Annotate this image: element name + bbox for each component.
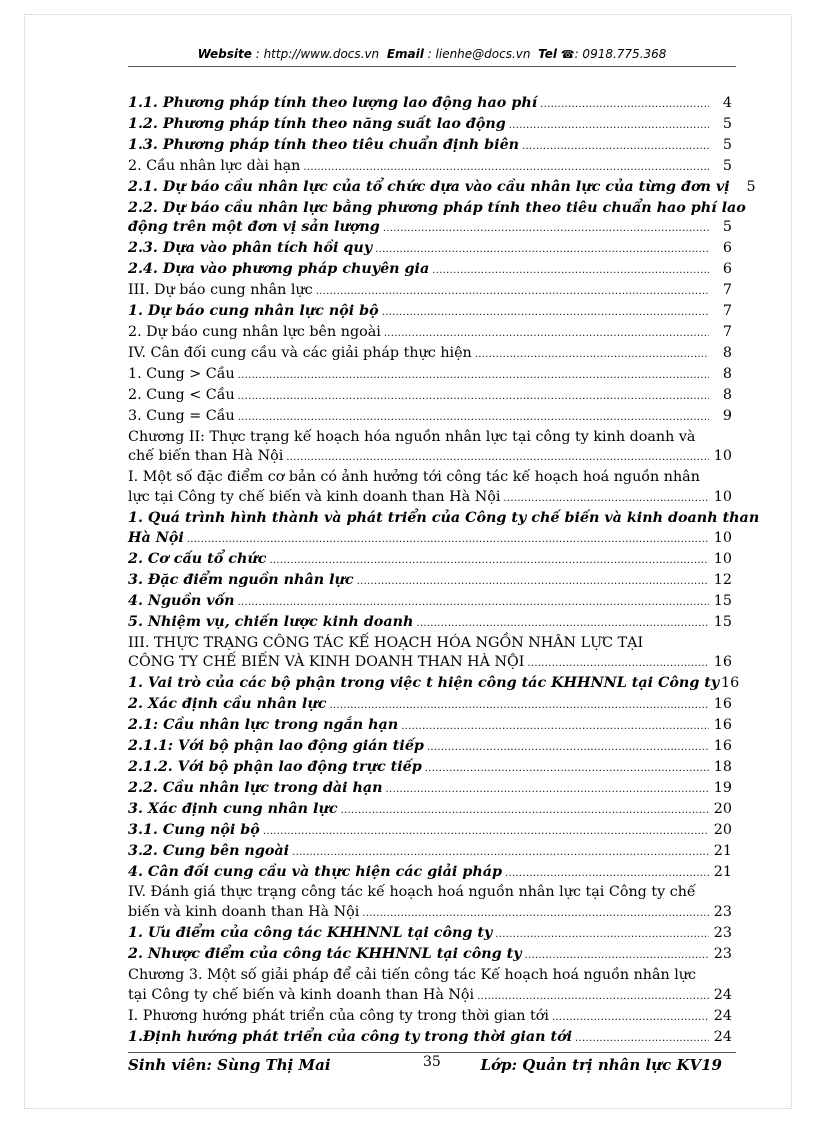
toc-entry-page: 15	[713, 592, 732, 609]
toc-entry-title: I. Một số đặc điểm cơ bản có ảnh hưởng tới công tác kế hoạch hoá nguồn nhân	[128, 469, 700, 486]
toc-entry-page: 10	[713, 550, 732, 567]
toc-entry	[128, 779, 732, 800]
toc-leader	[357, 572, 709, 592]
toc-entry-page: 5	[722, 115, 732, 132]
toc-leader	[362, 904, 709, 924]
toc-entry-title: 5. Nhiệm vụ, chiến lược kinh doanh	[128, 613, 414, 630]
toc-leader	[303, 158, 709, 178]
toc-leader	[540, 95, 709, 115]
toc-leader	[384, 324, 709, 344]
toc-entry-title: 1.1. Phương pháp tính theo lượng lao động hao phí	[128, 95, 538, 111]
toc-entry	[128, 800, 732, 821]
toc-leader	[477, 987, 709, 1007]
footer-rule	[128, 1052, 736, 1053]
toc-entry-title: III. Dự báo cung nhân lực	[128, 282, 313, 299]
toc-entry-page: 8	[722, 344, 732, 361]
toc-entry	[128, 737, 732, 758]
toc-entry-page: 7	[722, 303, 732, 320]
toc-leader	[238, 366, 709, 386]
toc-entry-title: IV. Cân đối cung cầu và các giải pháp thực hiện	[128, 344, 472, 361]
toc-leader	[286, 448, 709, 468]
toc-entry-page: 9	[722, 407, 732, 424]
toc-leader	[382, 303, 709, 323]
toc-leader	[509, 116, 709, 136]
toc-entry-title: 4. Nguồn vốn	[128, 592, 235, 609]
toc-entry-title: Chương II: Thực trạng kế hoạch hóa nguồn nhân lực tại công ty kinh doanh và	[128, 428, 696, 445]
toc-entry-title: 3. Đặc điểm nguồn nhân lực	[128, 571, 354, 588]
toc-entry	[128, 1028, 732, 1049]
toc-entry	[128, 199, 746, 240]
toc-entry	[128, 758, 732, 779]
toc-entry	[128, 550, 732, 571]
toc-entry-title: I. Phương hướng phát triển của công ty trong thời gian tới	[128, 1007, 549, 1024]
toc-entry-title: 3. Cung = Cầu	[128, 407, 235, 424]
toc-leader	[269, 551, 709, 571]
toc-entry	[128, 281, 732, 302]
toc-entry	[128, 157, 732, 178]
toc-entry-page: 24	[713, 1028, 732, 1045]
toc-entry	[128, 302, 732, 323]
toc-entry-title: Chương 3. Một số giải pháp để cải tiến công tác Kế hoạch hoá nguồn nhân lực	[128, 967, 697, 984]
toc-entry	[128, 260, 732, 281]
toc-entry	[128, 613, 732, 634]
toc-leader	[552, 1008, 709, 1028]
toc-entry	[128, 365, 732, 386]
toc-entry-page: 23	[713, 946, 732, 963]
toc-entry-page: 18	[713, 759, 732, 775]
toc-entry	[128, 592, 732, 613]
website-value: : http://www.docs.vn	[255, 47, 380, 61]
toc-leader	[383, 219, 709, 239]
toc-entry-title: 2. Cơ cấu tổ chức	[128, 550, 267, 567]
toc-entry-page: 10	[713, 448, 732, 465]
toc-entry-title: 2.1: Cầu nhân lực trong ngắn hạn	[128, 717, 399, 734]
toc-entry-title: 2.2. Dự báo cầu nhân lực bằng phương pháp tính theo tiêu chuẩn hao phí lao	[128, 199, 746, 216]
toc-entry-title: 2.1.2. Với bộ phận lao động trực tiếp	[128, 759, 422, 775]
toc-leader	[522, 137, 709, 157]
toc-entry-title: 2. Nhược điểm của công tác KHHNNL tại công ty	[128, 946, 522, 963]
toc-entry	[128, 407, 732, 428]
toc-leader	[187, 530, 709, 550]
toc-leader	[329, 696, 709, 716]
phone-icon: ☎	[560, 48, 575, 61]
toc-entry-page: 7	[722, 282, 732, 299]
toc-leader	[316, 282, 709, 302]
toc-entry-page: 16	[713, 738, 732, 755]
toc-entry-title: 2.4. Dựa vào phương pháp chuyên gia	[128, 261, 430, 278]
toc-entry	[128, 883, 732, 924]
toc-entry	[128, 695, 732, 716]
toc-entry-title: 2.1.1: Với bộ phận lao động gián tiếp	[128, 738, 424, 755]
toc-leader	[375, 240, 709, 260]
footer-page-number: 35	[423, 1054, 441, 1070]
toc-leader	[425, 759, 709, 779]
toc-entry-page: 5	[722, 219, 732, 236]
toc-entry-page: 4	[722, 95, 732, 111]
toc-entry-title-cont: biến và kinh doanh than Hà Nội	[128, 904, 360, 921]
toc-entry-title: 2.2. Cầu nhân lực trong dài hạn	[128, 779, 383, 796]
email-value: : lienhe@docs.vn	[427, 47, 531, 61]
toc-entry-title-cont: CÔNG TY CHẾ BIẾN VÀ KINH DOANH THAN HÀ NỘI	[128, 654, 525, 671]
toc-entry-page: 12	[713, 571, 732, 588]
toc-entry-title: 2. Dự báo cung nhân lực bên ngoài	[128, 323, 381, 340]
toc-entry	[128, 821, 732, 842]
toc-entry	[128, 115, 732, 136]
toc-leader	[432, 261, 709, 281]
toc-entry	[128, 468, 732, 509]
toc-entry	[128, 674, 740, 695]
toc-entry-page: 19	[713, 779, 732, 796]
toc-entry-title-cont: động trên một đơn vị sản lượng	[128, 219, 380, 236]
toc-entry	[128, 344, 732, 365]
toc-leader	[341, 801, 709, 821]
toc-entry-title: 1. Quá trình hình thành và phát triển của Công ty chế biến và kinh doanh than	[128, 510, 760, 527]
toc-entry-title: 2.1. Dự báo cầu nhân lực của tổ chức dựa vào cầu nhân lực của từng đơn vị	[128, 178, 730, 195]
toc-entry	[128, 634, 732, 675]
toc-entry	[128, 924, 732, 945]
toc-entry-page: 16	[713, 717, 732, 734]
toc-entry	[128, 571, 732, 592]
toc-entry	[128, 178, 756, 199]
toc-entry-page: 20	[713, 800, 732, 817]
footer-student: Sinh viên: Sùng Thị Mai	[128, 1056, 331, 1074]
toc-leader	[238, 593, 709, 613]
toc-leader	[575, 1029, 709, 1049]
toc-leader	[503, 489, 709, 509]
toc-entry	[128, 945, 732, 966]
toc-leader	[495, 925, 709, 945]
toc-entry-page: 15	[713, 613, 732, 630]
tel-value: : 0918.775.368	[574, 47, 667, 61]
toc-entry-page: 10	[713, 489, 732, 506]
toc-entry-title: 2. Cầu nhân lực dài hạn	[128, 157, 301, 174]
toc-entry-title: 4. Cân đối cung cầu và thực hiện các giải pháp	[128, 863, 502, 880]
toc-entry	[128, 239, 732, 260]
toc-entry-title: 1. Vai trò của các bộ phận trong việc t hiện công tác KHHNNL tại Công ty	[128, 675, 720, 692]
toc-entry-page: 6	[722, 240, 732, 257]
toc-entry-page: 23	[713, 904, 732, 921]
toc-entry	[128, 1007, 732, 1028]
footer-class: Lớp: Quản trị nhân lực KV19	[480, 1056, 722, 1074]
toc-entry-page: 20	[713, 821, 732, 838]
toc-entry-title: 2. Xác định cầu nhân lực	[128, 696, 327, 713]
toc-entry-page: 5	[722, 157, 732, 174]
toc-entry-title: 1.2. Phương pháp tính theo năng suất lao động	[128, 115, 506, 132]
page-footer	[128, 1056, 736, 1078]
toc-entry-title: IV. Đánh giá thực trạng công tác kế hoạch hoá nguồn nhân lực tại Công ty chế	[128, 884, 696, 901]
toc-entry	[128, 136, 732, 157]
toc-entry	[128, 323, 732, 344]
toc-entry	[128, 863, 732, 884]
toc-entry-page: 16	[713, 654, 732, 671]
toc-entry-page: 5	[722, 136, 732, 153]
toc-leader	[525, 946, 709, 966]
toc-entry-page: 5	[746, 178, 756, 195]
toc-leader	[238, 387, 709, 407]
toc-entry-page: 24	[713, 986, 732, 1003]
toc-entry-title-cont: Hà Nội	[128, 530, 184, 547]
toc-entry-title: 1.3. Phương pháp tính theo tiêu chuẩn định biên	[128, 136, 520, 153]
toc-entry-title: 3. Xác định cung nhân lực	[128, 800, 338, 817]
toc-entry	[128, 716, 732, 737]
toc-entry	[128, 842, 732, 863]
toc-entry-title: 1. Cung > Cầu	[128, 365, 235, 382]
toc-entry-title: III. THỰC TRẠNG CÔNG TÁC KẾ HOẠCH HÓA NGỒN NHÂN LỰC TẠI	[128, 634, 644, 651]
header-rule	[128, 66, 736, 67]
toc-entry-page: 24	[713, 1007, 732, 1024]
toc-entry-title-cont: chế biến than Hà Nội	[128, 448, 284, 465]
toc-entry-page: 23	[713, 925, 732, 942]
toc-entry-title-cont: lực tại Công ty chế biến và kinh doanh than Hà Nội	[128, 489, 501, 506]
toc-entry-title: 1. Dự báo cung nhân lực nội bộ	[128, 303, 379, 320]
toc-entry-page: 21	[713, 863, 732, 880]
toc-entry-title: 1. Ưu điểm của công tác KHHNNL tại công ty	[128, 925, 493, 942]
toc-entry-title: 3.1. Cung nội bộ	[128, 821, 260, 838]
toc-leader	[527, 654, 709, 674]
table-of-contents	[128, 94, 760, 1049]
toc-leader	[263, 822, 709, 842]
toc-entry-page: 16	[721, 675, 740, 692]
toc-entry-page: 16	[713, 696, 732, 713]
toc-entry-page: 21	[713, 842, 732, 859]
toc-entry	[128, 509, 760, 550]
toc-leader	[238, 408, 709, 428]
toc-entry-title: 3.2. Cung bên ngoài	[128, 842, 290, 859]
toc-entry	[128, 428, 732, 469]
website-label: Website	[197, 47, 252, 61]
toc-entry-page: 10	[713, 530, 732, 547]
toc-leader	[505, 864, 709, 884]
toc-entry	[128, 94, 732, 115]
toc-leader	[427, 738, 709, 758]
toc-entry-title-cont: tại Công ty chế biến và kinh doanh than Hà Nội	[128, 986, 475, 1003]
toc-leader	[292, 843, 709, 863]
toc-entry-title: 1.Định hướng phát triển của công ty trong thời gian tới	[128, 1028, 573, 1045]
email-label: Email	[386, 47, 424, 61]
toc-leader	[416, 614, 709, 634]
toc-entry-title: 2.3. Dựa vào phân tích hồi quy	[128, 240, 373, 257]
tel-label: Tel	[538, 47, 558, 61]
toc-leader	[401, 717, 709, 737]
toc-entry-title: 2. Cung < Cầu	[128, 386, 235, 403]
toc-leader	[386, 780, 709, 800]
toc-entry-page: 7	[722, 323, 732, 340]
toc-leader	[475, 345, 709, 365]
toc-entry-page: 6	[722, 261, 732, 278]
toc-entry	[128, 386, 732, 407]
page-header	[128, 47, 736, 61]
toc-entry-page: 8	[722, 386, 732, 403]
toc-entry-page: 8	[722, 365, 732, 382]
toc-entry	[128, 966, 732, 1007]
